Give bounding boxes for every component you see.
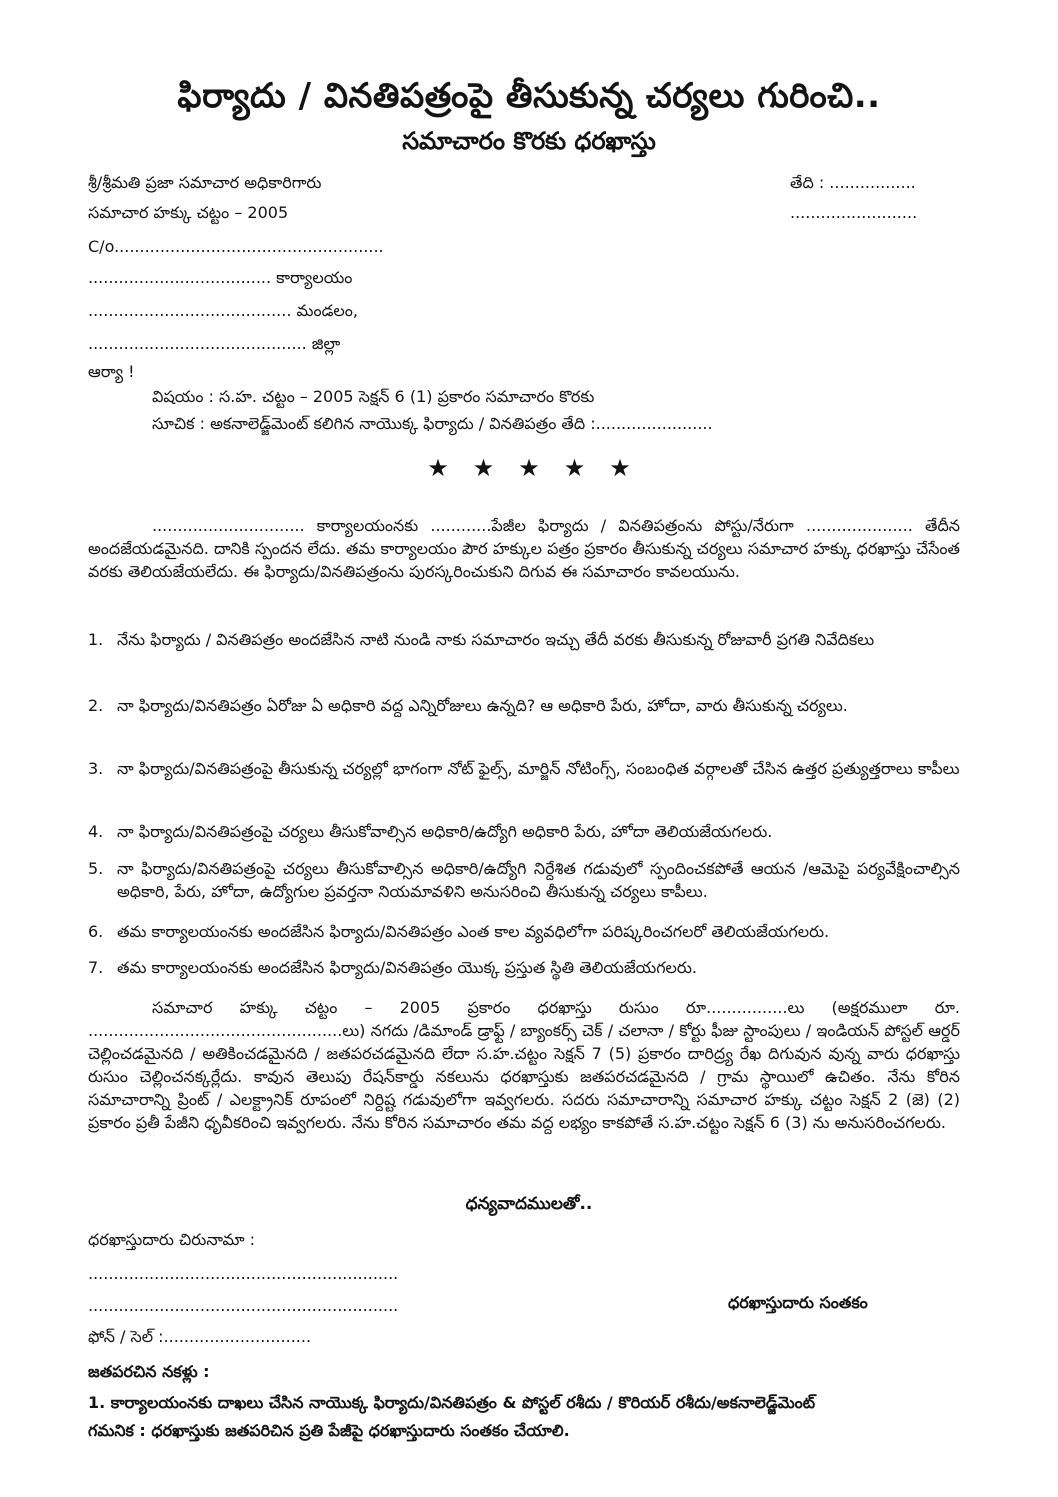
list-item-number: 4. xyxy=(88,822,104,841)
addressee-line: శ్రీ/శ్రీమతి ప్రజా సమాచార అధికారిగారు xyxy=(88,173,322,192)
list-item-number: 3. xyxy=(88,759,104,778)
mandal-line: ........................................ మండలం, xyxy=(88,301,358,320)
address-dots-1: ............................................................. xyxy=(88,1264,399,1283)
applicant-signature-label: ధరఖాస్తుదారు సంతకం xyxy=(728,1293,868,1312)
star-separator: ★★★★★ xyxy=(427,454,655,482)
salutation: ఆర్యా ! xyxy=(88,362,135,381)
attachments-heading: జతపరచిన నకళ్లు : xyxy=(88,1362,210,1381)
list-item xyxy=(88,694,960,717)
office-line: .................................... కార్యాలయం xyxy=(88,268,353,287)
page-title: ఫిర్యాదు / వినతిపత్రంపై తీసుకున్న చర్యలు గురించి.. xyxy=(177,76,881,116)
list-item-number: 2. xyxy=(88,696,104,715)
district-line: ........................................... జిల్లా xyxy=(88,334,341,353)
place-field: ......................... xyxy=(790,203,918,222)
list-item-text: నా ఫిర్యాదు/వినతిపత్రం ఏరోజు ఏ అధికారి వద్ద ఎన్నిరోజులు ఉన్నది? ఆ అధికారి పేరు, హోదా, వారు తీసుకున్న చర్యలు. xyxy=(117,696,848,715)
intro-paragraph: .............................. కార్యాలయంనకు ............పేజీల ఫిర్యాదు / వినతిపత్రంను పోస్టు/నేరుగా ..................... తేదీన అందజేయడమైనది. దానికి స్పందన లేదు. తమ కార్యాలయం పౌర హక్కుల పత్రం ప్రకారం తీసుకున్న చర్యలు సమాచార హక్కు ధరఖాస్తు చేసేంత వరకు తెలియజేయలేదు. ఈ ఫిర్యాదు/వినతిపత్రంను పురస్కరించుకుని దిగువ ఈ సమాచారం కావలయును. xyxy=(88,516,960,581)
closing-thanks: ధన్యవాదములతో.. xyxy=(465,1194,593,1214)
list-item-text: నా ఫిర్యాదు/వినతిపత్రంపై తీసుకున్న చర్యల్లో భాగంగా నోట్ ఫైల్స్, మార్జిన్ నోటింగ్స్, సంబంధిత వర్గాలతో చేసిన ఉత్తర ప్రత్యుత్తరాలు కాపీలు xyxy=(117,759,960,778)
address-dots-2: ............................................................. xyxy=(88,1296,399,1315)
fee-paragraph: సమాచార హక్కు చట్టం – 2005 ప్రకారం ధరఖాస్తు రుసుం రూ................లు (అక్షరములా రూ. ..................................................లు) నగదు /డిమాండ్ డ్రాఫ్ట్ / బ్యాంకర్స్ చెక్ / చలానా / కోర్టు ఫీజు స్టాంపులు / ఇండియన్ పోస్టల్ ఆర్డర్ చెల్లించడమైనది / అతికించడమైనది / జతపరచడమైనది లేదా స.హ.చట్టం సెక్షన్ 7 (5) ప్రకారం దారిద్ర్య రేఖ దిగువున వున్న వారు ధరఖాస్తు రుసుం చెల్లించనక్కర్లేదు. కావున తెలుపు రేషన్‌కార్డు నకలును ధరఖాస్తుకు జతపరచడమైనది / గ్రామ స్థాయిలో ఉచితం. నేను కోరిన సమాచారాన్ని ప్రింట్ / ఎలక్ట్రానిక్ రూపంలో నిర్దిష్ట గడువులోగా ఇవ్వగలరు. సదరు సమాచారాన్ని సమాచార హక్కు చట్టం సెక్షన్ 2 (జె) (2) ప్రకారం ప్రతీ పేజీని ధృవీకరించి ఇవ్వగలరు. నేను కోరిన సమాచారం తమ వద్ద లభ్యం కాకపోతే స.హ.చట్టం సెక్షన్ 6 (3) ను అనుసరించగలరు. xyxy=(88,998,960,1132)
subject-line: విషయం : స.హ. చట్టం – 2005 సెక్షన్ 6 (1) ప్రకారం సమాచారం కొరకు xyxy=(152,387,595,406)
list-item-text: నా ఫిర్యాదు/వినతిపత్రంపై చర్యలు తీసుకోవాల్సిన అధికారి/ఉద్యోగి అధికారి పేరు, హోదా తెలియజేయగలరు. xyxy=(117,822,773,841)
page-subtitle: సమాచారం కొరకు ధరఖాస్తు xyxy=(402,127,656,155)
date-field: తేది : ................. xyxy=(790,173,916,192)
attachment-item: 1. కార్యాలయంనకు దాఖలు చేసిన నాయొక్క ఫిర్యాదు/వినతిపత్రం & పోస్టల్ రశీదు / కొరియర్ రశీదు/అకనాలెడ్జ్‌మెంట్ xyxy=(88,1393,816,1412)
list-item-number: 5. xyxy=(88,859,104,878)
list-item-number: 6. xyxy=(88,922,104,941)
note-line: గమనిక : ధరఖాస్తుకు జతపరిచిన ప్రతి పేజీపై ధరఖాస్తుదారు సంతకం చేయాలి. xyxy=(88,1421,570,1440)
act-line: సమాచార హక్కు చట్టం – 2005 xyxy=(88,203,289,222)
care-of-line: C/o..................................................... xyxy=(88,237,384,256)
list-item xyxy=(88,857,960,903)
list-item xyxy=(88,956,960,979)
list-item-text: తమ కార్యాలయంనకు అందజేసిన ఫిర్యాదు/వినతిపత్రం ఎంత కాల వ్యవధిలోగా పరిష్కరించగలరో తెలియజేయగలరు. xyxy=(117,922,830,941)
applicant-address-label: ధరఖాస్తుదారు చిరునామా : xyxy=(88,1230,255,1249)
list-item-text: నేను ఫిర్యాదు / వినతిపత్రం అందజేసిన నాటి నుండి నాకు సమాచారం ఇచ్చు తేదీ వరకు తీసుకున్న రోజువారీ ప్రగతి నివేదికలు xyxy=(117,630,875,649)
list-item xyxy=(88,757,960,780)
list-item xyxy=(88,628,960,651)
list-item xyxy=(88,820,960,843)
list-item-text: తమ కార్యాలయంనకు అందజేసిన ఫిర్యాదు/వినతిపత్రం యొక్క ప్రస్తుత స్థితి తెలియజేయగలరు. xyxy=(117,958,697,977)
list-item-number: 1. xyxy=(88,630,104,649)
reference-line: సూచిక : అకనాలెడ్జ్‌మెంట్ కలిగిన నాయొక్క ఫిర్యాదు / వినతిపత్రం తేది :....................... xyxy=(152,414,713,433)
list-item-number: 7. xyxy=(88,958,104,977)
list-item-text: నా ఫిర్యాదు/వినతిపత్రంపై చర్యలు తీసుకోవాల్సిన అధికారి/ఉద్యోగి నిర్దేశిత గడువులో స్పందించకపోతే ఆయన /ఆమెపై పర్యవేక్షించాల్సిన అధికారి, పేరు, హోదా, ఉద్యోగుల ప్రవర్తనా నియమావళిని అనుసరించి తీసుకున్న చర్యలు కాపీలు. xyxy=(117,859,960,901)
list-item xyxy=(88,920,960,943)
phone-field: ఫోన్ / సెల్ :............................. xyxy=(88,1327,312,1346)
